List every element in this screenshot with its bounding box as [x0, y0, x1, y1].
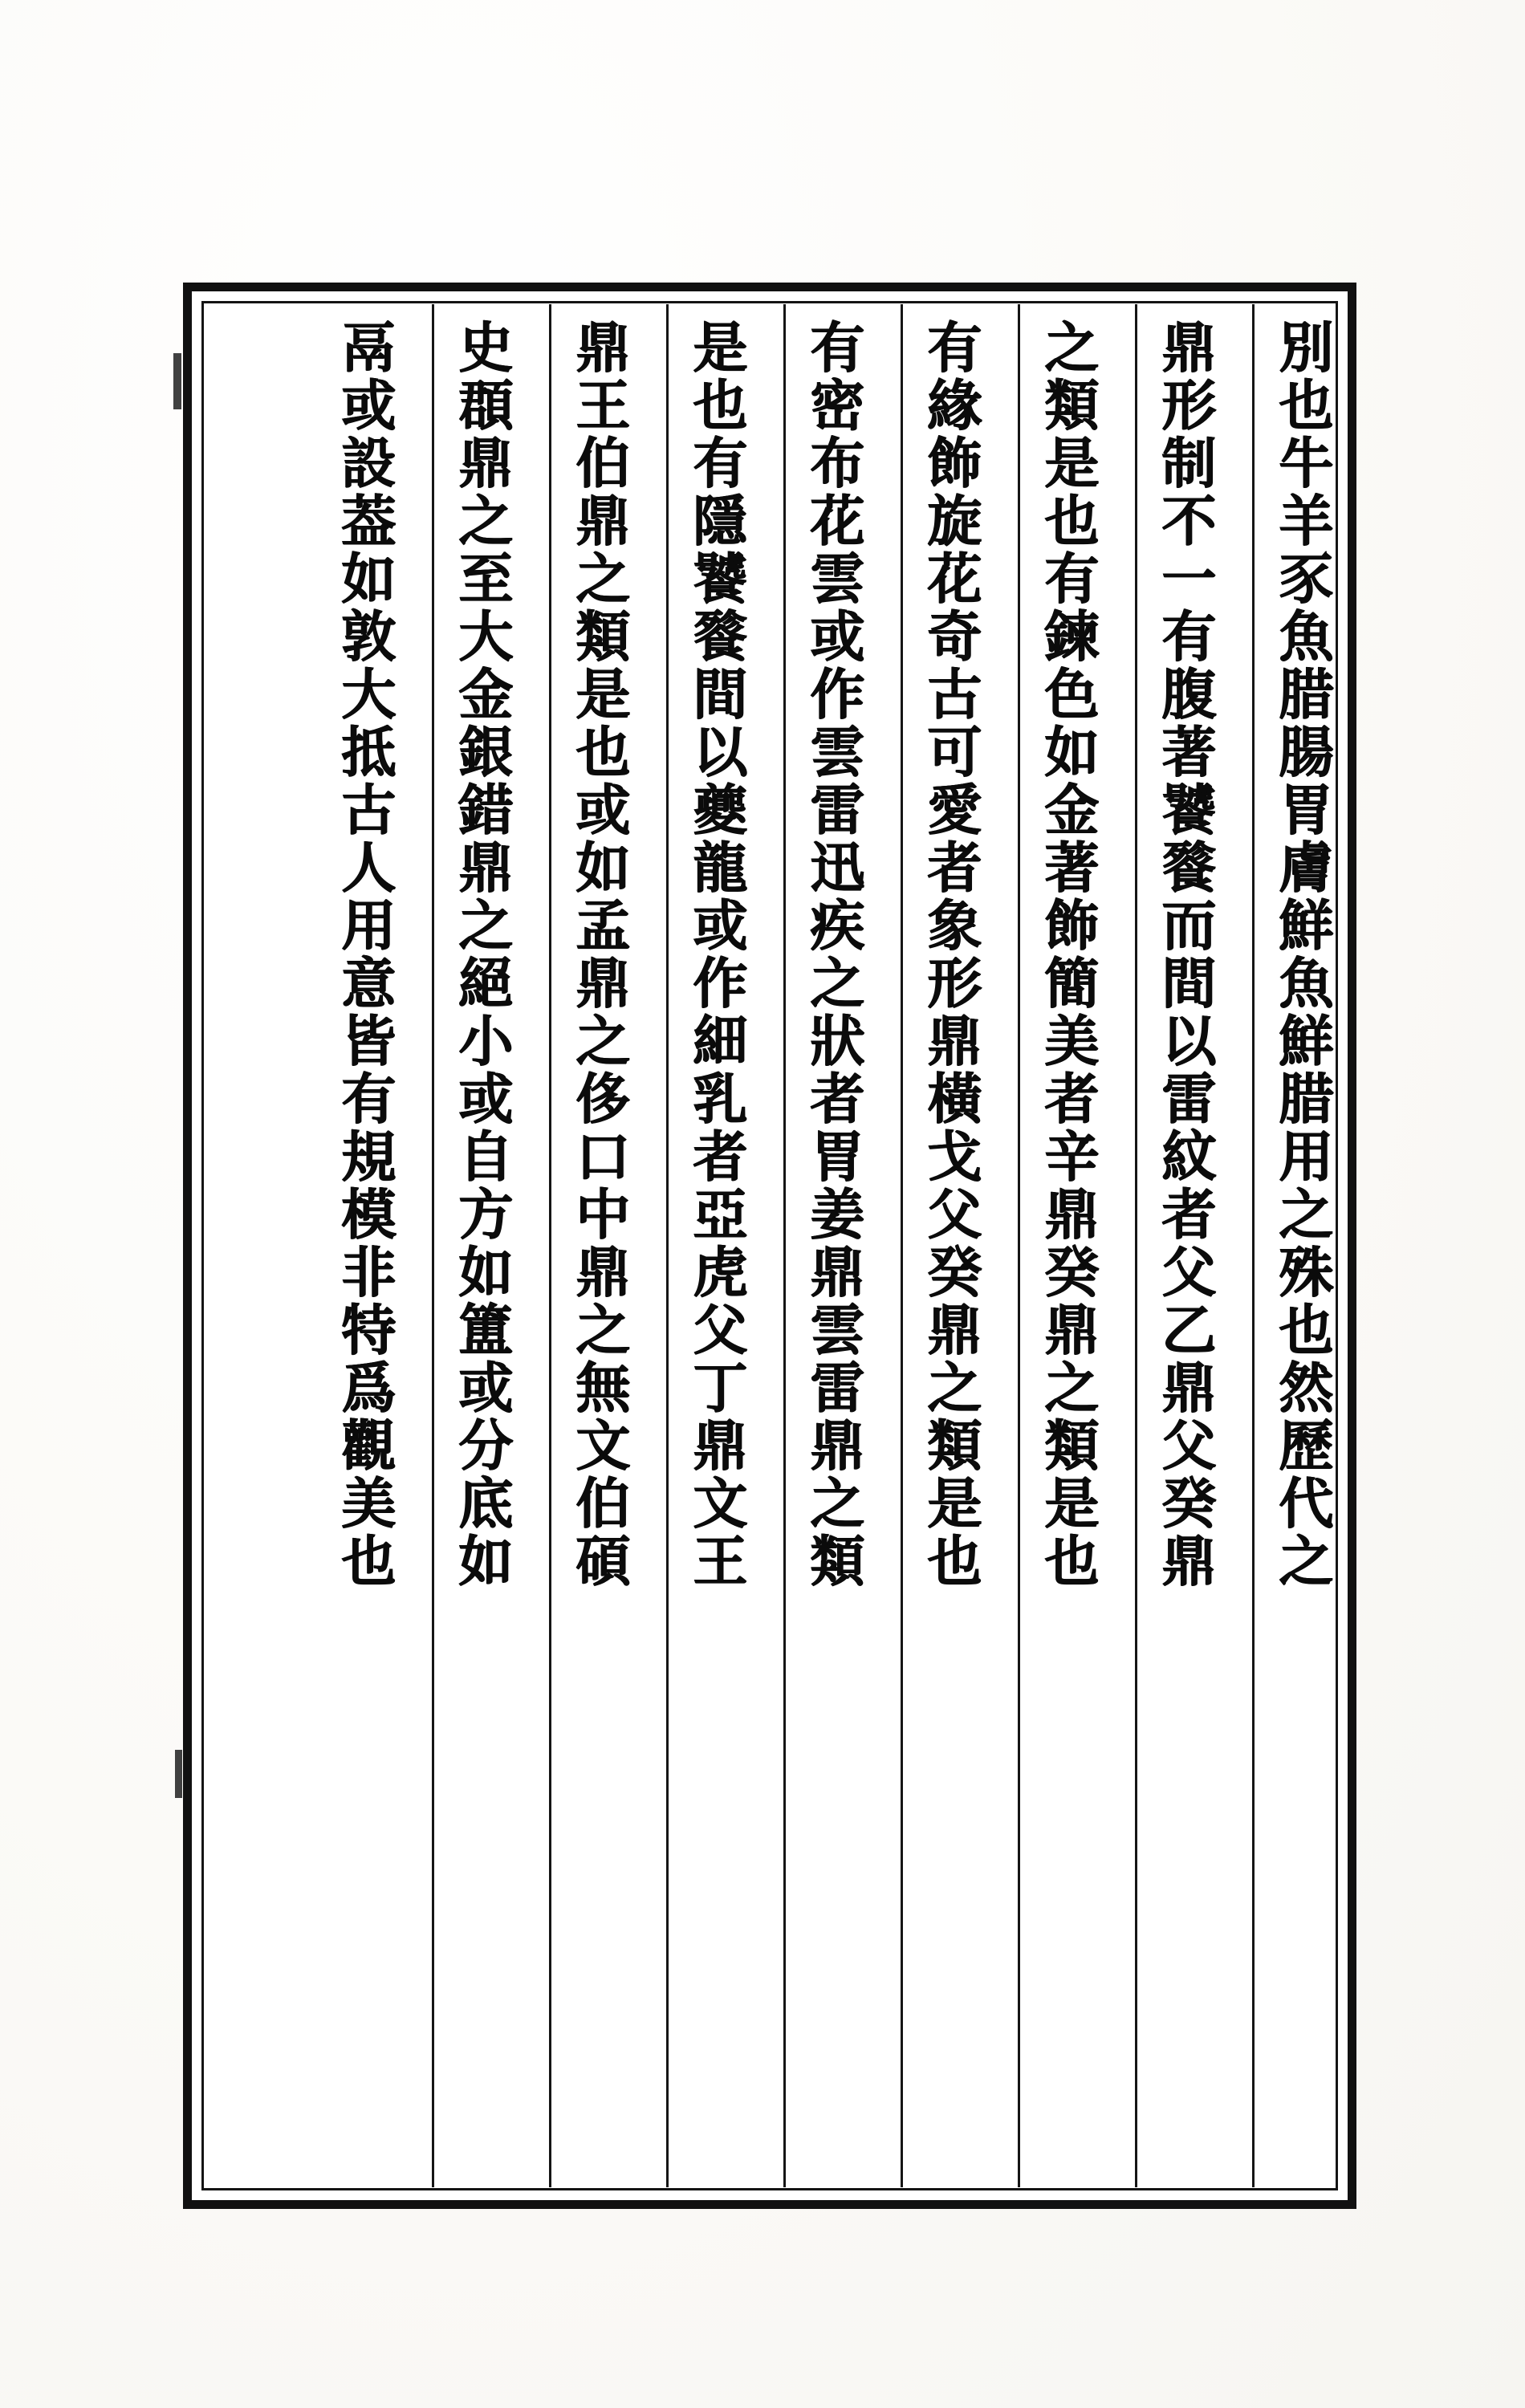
text-column-7: 鼎王伯鼎之類是也或如孟鼎之侈口中鼎之無文伯碩 [567, 319, 631, 1590]
text-column-1: 別也牛羊豕魚腊腸胃膚鮮魚鮮腊用之殊也然歷代之 [1270, 319, 1334, 1590]
text-column-9: 鬲或設葢如敦大抵古人用意皆有規模非特爲觀美也 [332, 319, 396, 1590]
text-block-frame [183, 283, 1356, 2209]
text-column-8: 史頵鼎之至大金銀錯鼎之絕小或自方如簠或分底如 [449, 319, 514, 1590]
text-column-6: 是也有隱饕餮間以夔龍或作細乳者亞虎父丁鼎文王 [684, 319, 748, 1590]
margin-tick-mid [175, 1750, 182, 1798]
margin-tick-top [173, 353, 181, 409]
text-column-3: 之類是也有鍊色如金著飾簡美者辛鼎癸鼎之類是也 [1035, 319, 1100, 1590]
text-columns-container [205, 304, 1335, 2187]
text-column-4: 有緣飾旋花奇古可愛者象形鼎橫戈父癸鼎之類是也 [918, 319, 982, 1590]
text-column-2: 鼎形制不一有腹著饕餮而間以雷紋者父乙鼎父癸鼎 [1153, 319, 1217, 1590]
text-column-5: 有密布花雲或作雲雷迅疾之狀者胃姜鼎雲雷鼎之類 [801, 319, 865, 1590]
